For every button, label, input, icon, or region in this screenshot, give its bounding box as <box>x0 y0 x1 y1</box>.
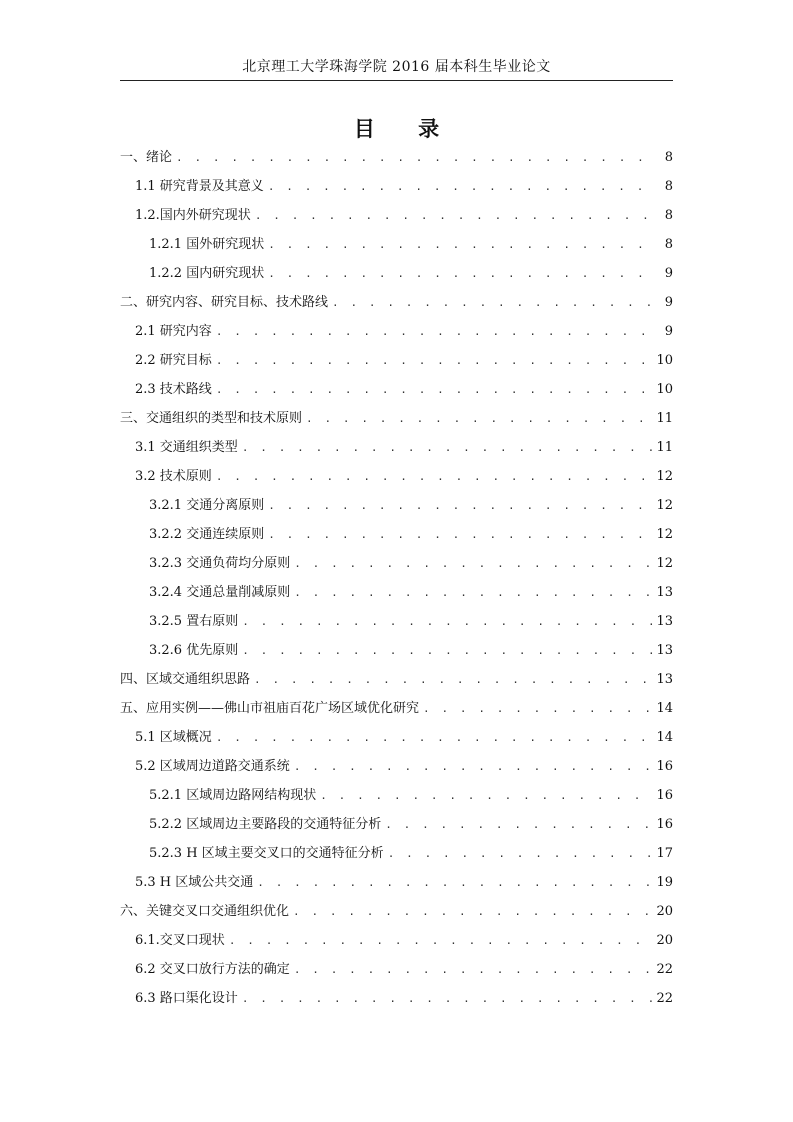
toc-entry[interactable] <box>120 317 673 346</box>
dot-leader <box>388 839 653 868</box>
dot-leader <box>294 578 652 607</box>
dot-leader <box>268 491 652 520</box>
toc-entry[interactable] <box>120 723 673 752</box>
toc-entry-page-number: 20 <box>656 933 673 948</box>
toc-entry[interactable] <box>120 433 673 462</box>
dot-leader <box>294 752 653 781</box>
toc-entry-page-number: 11 <box>656 411 673 426</box>
dot-leader <box>332 288 657 317</box>
toc-entry-page-number: 13 <box>656 672 673 687</box>
toc-entry-title: 2.3 技术路线 <box>135 382 212 397</box>
toc-entry-title: 5.2.2 区域周边主要路段的交通特征分析 <box>149 817 382 832</box>
toc-entry[interactable] <box>120 810 673 839</box>
dot-leader <box>268 259 657 288</box>
toc-entry[interactable] <box>120 897 673 926</box>
toc-entry[interactable] <box>120 839 673 868</box>
toc-entry[interactable] <box>120 462 673 491</box>
toc-entry-page-number: 19 <box>656 875 673 890</box>
toc-entry[interactable] <box>120 143 673 172</box>
toc-entry-title: 6.3 路口渠化设计 <box>135 991 238 1006</box>
toc-entry[interactable] <box>120 404 673 433</box>
toc-entry-title: 6.2 交叉口放行方法的确定 <box>135 962 290 977</box>
toc-entry-page-number: 8 <box>664 237 673 252</box>
toc-entry-page-number: 16 <box>656 759 673 774</box>
toc-entry[interactable] <box>120 259 673 288</box>
toc-entry-page-number: 12 <box>656 527 673 542</box>
toc-entry-title: 2.2 研究目标 <box>135 353 212 368</box>
dot-leader <box>216 346 653 375</box>
dot-leader <box>257 868 652 897</box>
dot-leader <box>216 317 657 346</box>
toc-entry[interactable] <box>120 636 673 665</box>
toc-entry-page-number: 12 <box>656 498 673 513</box>
dot-leader <box>254 665 652 694</box>
toc-entry[interactable] <box>120 491 673 520</box>
dot-leader <box>242 607 652 636</box>
toc-entry[interactable] <box>120 868 673 897</box>
dot-leader <box>268 172 657 201</box>
toc-list <box>120 143 673 1013</box>
toc-entry[interactable] <box>120 984 673 1013</box>
toc-entry-page-number: 9 <box>664 266 673 281</box>
dot-leader <box>242 433 653 462</box>
toc-entry[interactable] <box>120 781 673 810</box>
toc-entry-title: 六、关键交叉口交通组织优化 <box>120 904 290 919</box>
toc-entry-title: 3.2.5 置右原则 <box>149 614 239 629</box>
dot-leader <box>216 462 653 491</box>
dot-leader <box>176 143 657 172</box>
toc-entry-page-number: 20 <box>656 904 673 919</box>
dot-leader <box>268 230 657 259</box>
running-header: 北京理工大学珠海学院 2016 届本科生毕业论文 <box>242 59 551 75</box>
dot-leader <box>216 375 653 404</box>
dot-leader <box>294 549 652 578</box>
toc-entry-page-number: 10 <box>656 382 673 397</box>
toc-entry-page-number: 14 <box>656 701 673 716</box>
dot-leader <box>216 723 653 752</box>
toc-entry[interactable] <box>120 230 673 259</box>
toc-entry-title: 3.1 交通组织类型 <box>135 440 238 455</box>
header-rule <box>120 80 673 81</box>
toc-entry[interactable] <box>120 346 673 375</box>
toc-entry-page-number: 8 <box>664 150 673 165</box>
dot-leader <box>385 810 652 839</box>
toc-entry[interactable] <box>120 172 673 201</box>
toc-entry[interactable] <box>120 926 673 955</box>
toc-entry-title: 三、交通组织的类型和技术原则 <box>120 411 303 426</box>
toc-entry[interactable] <box>120 288 673 317</box>
toc-entry-title: 3.2.1 交通分离原则 <box>149 498 265 513</box>
toc-entry[interactable] <box>120 520 673 549</box>
toc-entry[interactable] <box>120 201 673 230</box>
dot-leader <box>229 926 653 955</box>
toc-entry-page-number: 14 <box>656 730 673 745</box>
toc-entry-title: 5.1 区域概况 <box>135 730 212 745</box>
dot-leader <box>320 781 652 810</box>
toc-entry-page-number: 16 <box>656 817 673 832</box>
dot-leader <box>293 897 652 926</box>
toc-entry-title: 6.1.交叉口现状 <box>135 933 225 948</box>
toc-entry[interactable] <box>120 607 673 636</box>
toc-entry-title: 3.2.3 交通负荷均分原则 <box>149 556 291 571</box>
toc-entry-title: 1.1 研究背景及其意义 <box>135 179 264 194</box>
toc-entry[interactable] <box>120 578 673 607</box>
toc-entry-title: 2.1 研究内容 <box>135 324 212 339</box>
toc-entry-title: 5.3 H 区域公共交通 <box>135 875 254 890</box>
toc-entry-page-number: 12 <box>656 556 673 571</box>
toc-entry-title: 5.2 区域周边道路交通系统 <box>135 759 290 774</box>
toc-entry-title: 5.2.1 区域周边路网结构现状 <box>149 788 317 803</box>
toc-entry-page-number: 10 <box>656 353 673 368</box>
toc-title: 目 录 <box>353 116 458 141</box>
toc-entry-title: 3.2 技术原则 <box>135 469 212 484</box>
toc-entry-title: 3.2.6 优先原则 <box>149 643 239 658</box>
toc-entry[interactable] <box>120 955 673 984</box>
toc-entry-title: 1.2.国内外研究现状 <box>135 208 251 223</box>
toc-entry-page-number: 13 <box>656 643 673 658</box>
toc-entry[interactable] <box>120 694 673 723</box>
dot-leader <box>255 201 657 230</box>
toc-entry-page-number: 8 <box>664 208 673 223</box>
toc-entry[interactable] <box>120 752 673 781</box>
toc-entry[interactable] <box>120 549 673 578</box>
toc-entry-page-number: 12 <box>656 469 673 484</box>
toc-entry-title: 1.2.1 国外研究现状 <box>149 237 265 252</box>
toc-entry-title: 5.2.3 H 区域主要交叉口的交通特征分析 <box>149 846 384 861</box>
dot-leader <box>423 694 652 723</box>
dot-leader <box>268 520 652 549</box>
toc-entry-title: 3.2.2 交通连续原则 <box>149 527 265 542</box>
toc-entry-title: 一、绪论 <box>120 150 173 165</box>
toc-entry-page-number: 22 <box>656 962 673 977</box>
toc-entry-title: 3.2.4 交通总量削减原则 <box>149 585 291 600</box>
dot-leader <box>306 404 652 433</box>
toc-entry-page-number: 16 <box>656 788 673 803</box>
toc-entry-page-number: 9 <box>664 295 673 310</box>
toc-entry-page-number: 11 <box>656 440 673 455</box>
toc-entry-title: 四、区域交通组织思路 <box>120 672 251 687</box>
toc-entry-title: 五、应用实例——佛山市祖庙百花广场区域优化研究 <box>120 701 420 716</box>
toc-entry[interactable] <box>120 665 673 694</box>
toc-entry-page-number: 17 <box>656 846 673 861</box>
toc-entry[interactable] <box>120 375 673 404</box>
toc-entry-title: 二、研究内容、研究目标、技术路线 <box>120 295 329 310</box>
dot-leader <box>242 636 652 665</box>
dot-leader <box>294 955 653 984</box>
toc-entry-page-number: 8 <box>664 179 673 194</box>
toc-entry-page-number: 13 <box>656 614 673 629</box>
dot-leader <box>242 984 653 1013</box>
toc-entry-page-number: 9 <box>664 324 673 339</box>
toc-entry-title: 1.2.2 国内研究现状 <box>149 266 265 281</box>
toc-entry-page-number: 13 <box>656 585 673 600</box>
toc-entry-page-number: 22 <box>656 991 673 1006</box>
